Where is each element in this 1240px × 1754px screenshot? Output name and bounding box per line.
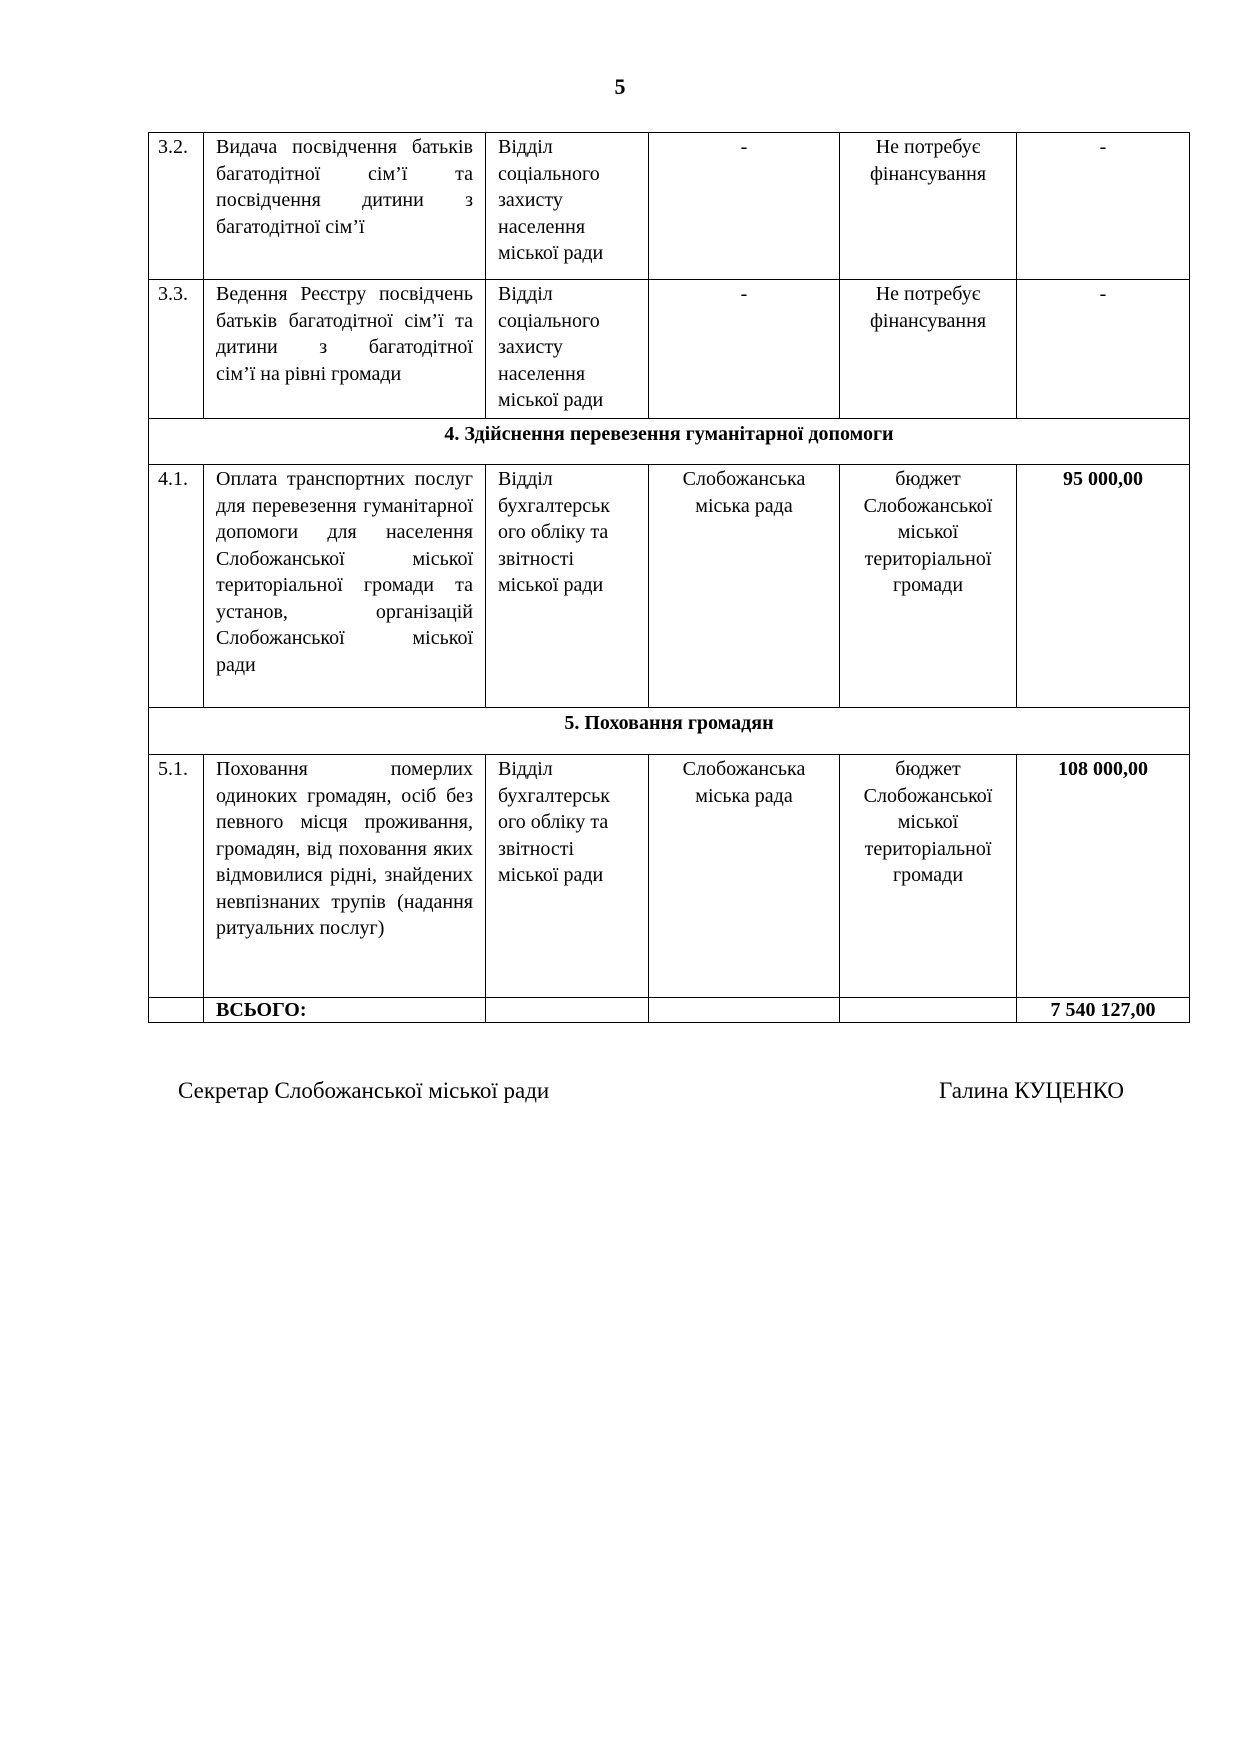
recipient: -	[649, 133, 840, 280]
row-number: 4.1.	[149, 465, 204, 708]
recipient: -	[649, 280, 840, 419]
executor: Відділ соціального захисту населення міської ради	[486, 280, 649, 419]
measure-description: Ведення Реєстру посвідчень батьків багатодітної сім’ї та дитини з багатодітної сім’ї на рівні громади	[204, 280, 486, 419]
amount: 95 000,00	[1017, 465, 1190, 708]
total-empty-cell	[486, 998, 649, 1023]
total-row	[149, 998, 1190, 1023]
row-number: 3.3.	[149, 280, 204, 419]
table-row-3-2	[149, 133, 1190, 280]
measure-description: Поховання померлих одиноких громадян, осіб без певного місця проживання, громадян, від поховання яких відмовилися рідні, знайдених невпізнаних трупів (надання ритуальних послуг)	[204, 755, 486, 998]
recipient: Слобожанська міська рада	[649, 465, 840, 708]
measures-table	[148, 132, 1190, 1023]
section-title: 5. Поховання громадян	[149, 708, 1190, 755]
row-number: 3.2.	[149, 133, 204, 280]
total-label: ВСЬОГО:	[204, 998, 486, 1023]
row-number: 5.1.	[149, 755, 204, 998]
funding-source: Не потребує фінансування	[840, 133, 1017, 280]
total-empty-cell	[840, 998, 1017, 1023]
total-amount: 7 540 127,00	[1017, 998, 1190, 1023]
total-empty-cell	[649, 998, 840, 1023]
amount: 108 000,00	[1017, 755, 1190, 998]
amount: -	[1017, 280, 1190, 419]
section-title: 4. Здійснення перевезення гуманітарної допомоги	[149, 419, 1190, 465]
total-empty-cell	[149, 998, 204, 1023]
page-number: 5	[614, 74, 626, 99]
funding-source: Не потребує фінансування	[840, 280, 1017, 419]
recipient: Слобожанська міська рада	[649, 755, 840, 998]
signature-block	[178, 1078, 1124, 1104]
measure-description: Видача посвідчення батьків багатодітної сім’ї та посвідчення дитини з багатодітної сім’ї	[204, 133, 486, 280]
table-row-4-1	[149, 465, 1190, 708]
table-row-5-1	[149, 755, 1190, 998]
signatory-name: Галина КУЦЕНКО	[939, 1078, 1124, 1103]
funding-source: бюджет Слобожанської міської територіальної громади	[840, 465, 1017, 708]
executor: Відділ бухгалтерськ ого обліку та звітності міської ради	[486, 755, 649, 998]
signatory-position: Секретар Слобожанської міської ради	[178, 1078, 550, 1103]
executor: Відділ бухгалтерськ ого обліку та звітності міської ради	[486, 465, 649, 708]
amount: -	[1017, 133, 1190, 280]
table-row-3-3	[149, 280, 1190, 419]
measure-description: Оплата транспортних послуг для перевезення гуманітарної допомоги для населення Слобожанської міської територіальної громади та установ, організацій Слобожанської міської ради	[204, 465, 486, 708]
section-4-header	[149, 419, 1190, 465]
funding-source: бюджет Слобожанської міської територіальної громади	[840, 755, 1017, 998]
section-5-header	[149, 708, 1190, 755]
executor: Відділ соціального захисту населення міської ради	[486, 133, 649, 280]
